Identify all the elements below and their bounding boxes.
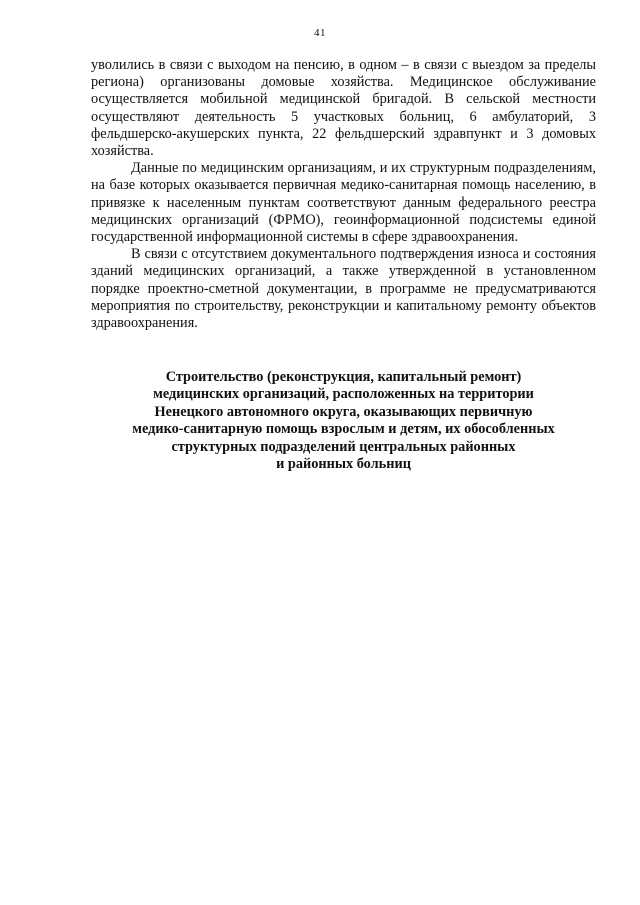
heading-line: медицинских организаций, расположенных на территории bbox=[153, 386, 534, 403]
heading-line: Строительство (реконструкция, капитальный ремонт) bbox=[165, 369, 522, 385]
heading-line: и районных больниц bbox=[276, 456, 411, 473]
paragraph-1: уволились в связи с выходом на пенсию, в одном – в связи с выездом за пределы региона) организованы домовые хозяйства. Медицинское обслуживание осуществляется мобильной медицинской бригадой. В сельской местности осуществляют деятельность 5 участковых больниц, 6 амбулаторий, 3 фельдшерско-акушерских пункта, 22 фельдшерский здравпункт и 3 домовых хозяйства. bbox=[91, 57, 596, 160]
body-text bbox=[91, 57, 596, 332]
heading-line: Ненецкого автономного округа, оказывающих первичную bbox=[154, 403, 533, 420]
paragraph-3: В связи с отсутствием документального подтверждения износа и состояния зданий медицинских организаций, а также утвержденной в установленном порядке проектно-сметной документации, в программе не предусматриваются мероприятия по строительству, реконструкции и капитальному ремонту объектов здравоохранения. bbox=[91, 246, 596, 332]
heading-line: структурных подразделений центральных районных bbox=[171, 438, 516, 455]
paragraph-2: Данные по медицинским организациям, и их структурным подразделениям, на базе которых оказывается первичная медико-санитарная помощь населению, в привязке к населенным пунктам соответствуют данным федерального реестра медицинских организаций (ФРМО), геоинформационной подсистемы единой государственной информационной системы в сфере здравоохранения. bbox=[91, 160, 596, 246]
section-heading bbox=[91, 369, 596, 473]
heading-line: медико-санитарную помощь взрослым и детям, их обособленных bbox=[132, 421, 555, 438]
page-number: 41 bbox=[314, 27, 326, 39]
